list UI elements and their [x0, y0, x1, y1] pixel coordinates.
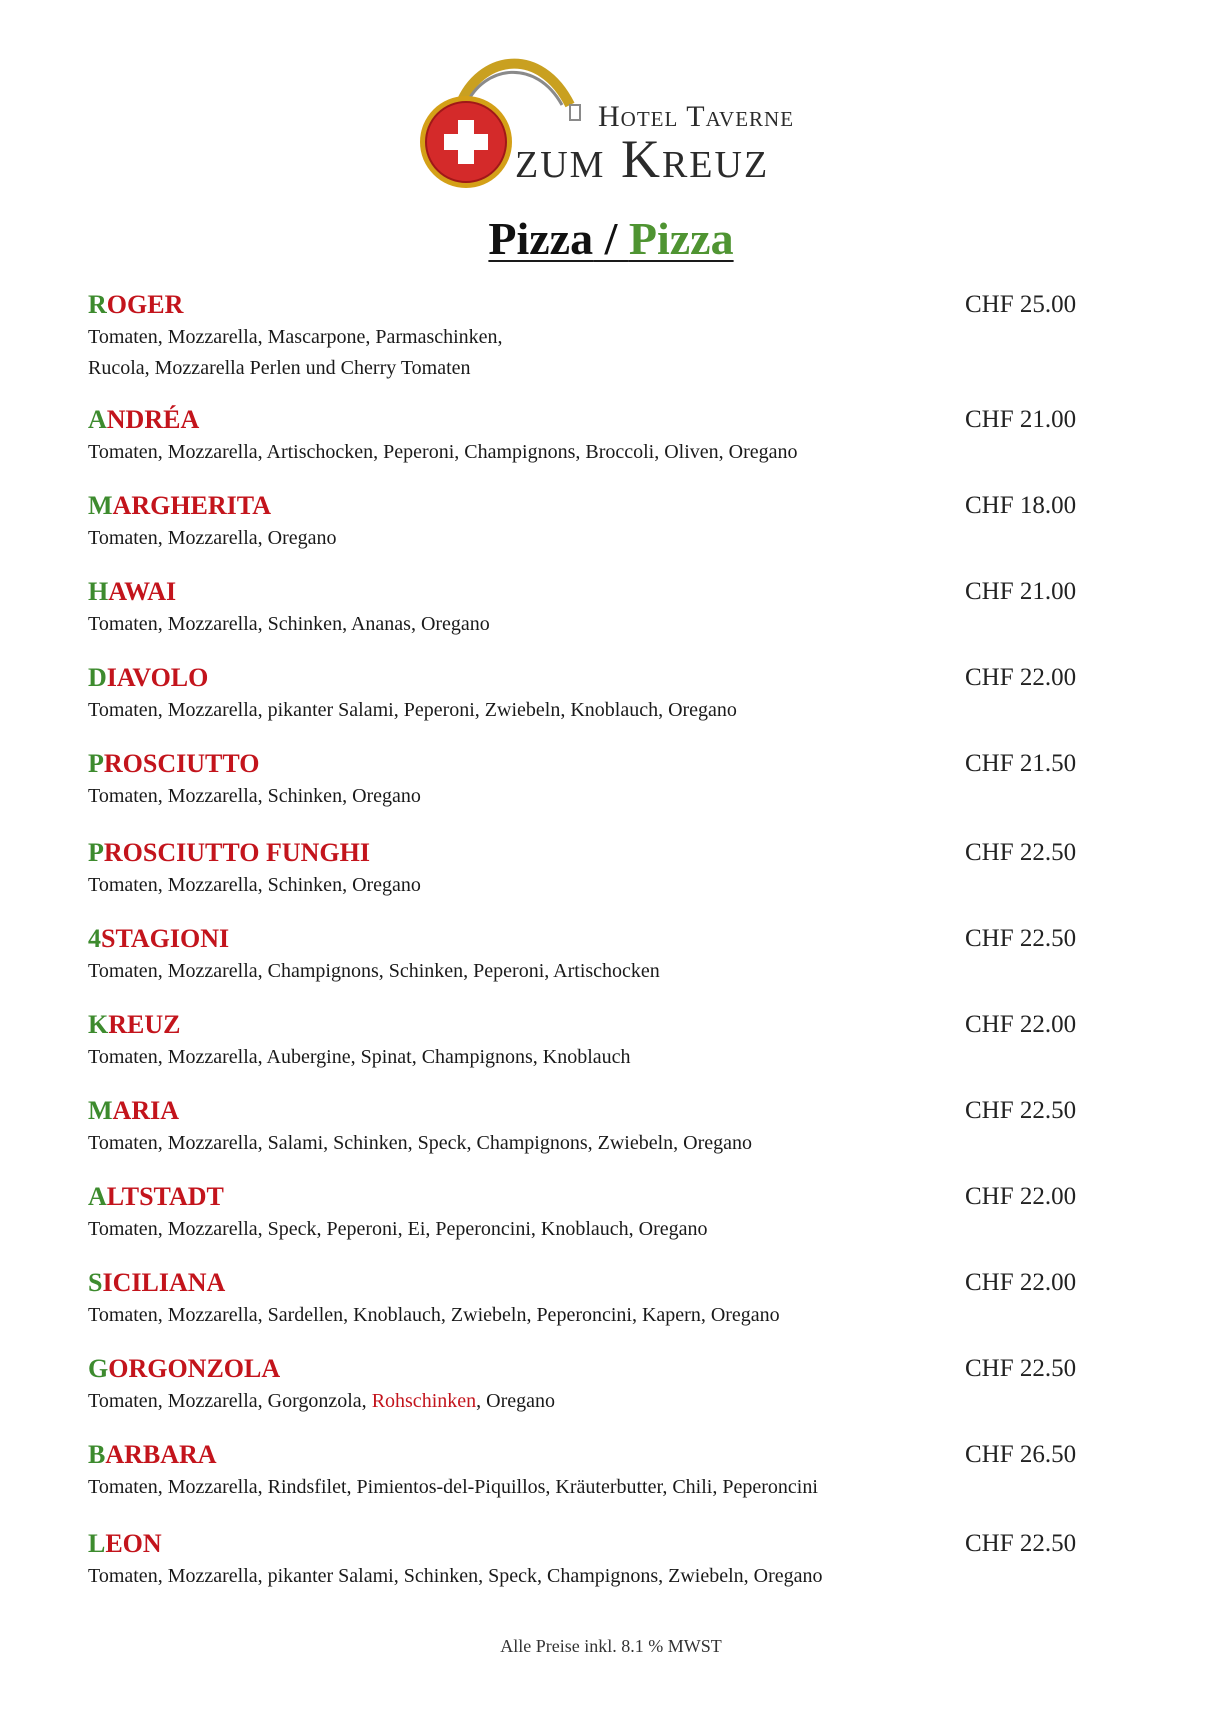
item-description-line: Tomaten, Mozzarella, Oregano — [88, 527, 337, 549]
item-description-line: Tomaten, Mozzarella, Sardellen, Knoblauch, Zwiebeln, Peperoncini, Kapern, Oregano — [88, 1304, 780, 1326]
item-description-line: Tomaten, Mozzarella, pikanter Salami, Peperoni, Zwiebeln, Knoblauch, Oregano — [88, 699, 737, 721]
item-description-line: Tomaten, Mozzarella, Schinken, Ananas, Oregano — [88, 613, 490, 635]
item-name-initial: L — [88, 1529, 106, 1558]
item-name-rest: IAVOLO — [106, 663, 209, 692]
item-name — [88, 836, 1088, 870]
item-name — [88, 747, 1088, 781]
item-price: CHF 22.50 — [965, 925, 1077, 952]
title-separator: / — [593, 213, 629, 264]
menu-item-prosciutto-funghi — [88, 836, 1088, 901]
menu-item-kreuz — [88, 1008, 1088, 1073]
item-description-line: Rucola, Mozzarella Perlen und Cherry Tomaten — [88, 357, 471, 379]
item-price: CHF 22.50 — [965, 1355, 1077, 1382]
item-description-highlight: Rohschinken — [371, 1390, 477, 1412]
item-description — [88, 1042, 1088, 1073]
item-name-initial: A — [88, 1182, 107, 1211]
item-price: CHF 18.00 — [965, 492, 1077, 519]
item-description — [88, 437, 1088, 468]
item-description-line: Tomaten, Mozzarella, Speck, Peperoni, Ei, Peperoncini, Knoblauch, Oregano — [88, 1218, 708, 1240]
item-name-initial: P — [88, 838, 104, 867]
item-name-rest: ICILIANA — [102, 1268, 226, 1297]
item-name — [88, 1266, 1088, 1300]
item-description-line: Tomaten, Mozzarella, Schinken, Oregano — [88, 785, 421, 807]
item-description — [88, 956, 1088, 987]
item-description — [88, 523, 1088, 554]
item-name-initial: P — [88, 749, 104, 778]
title-part1: Pizza — [488, 213, 594, 264]
item-description-line: Tomaten, Mozzarella, Mascarpone, Parmaschinken, — [88, 326, 503, 348]
item-name-rest: ROSCIUTTO — [103, 749, 260, 778]
item-description-text: , Oregano — [476, 1390, 555, 1412]
item-name-initial: M — [88, 1096, 113, 1125]
item-name — [88, 1438, 1088, 1472]
item-name-rest: EON — [105, 1529, 162, 1558]
item-name — [88, 403, 1088, 437]
item-description-line: Tomaten, Mozzarella, Schinken, Oregano — [88, 874, 421, 896]
item-name-initial: R — [88, 290, 107, 319]
item-name-initial: B — [88, 1440, 106, 1469]
item-price: CHF 25.00 — [965, 291, 1077, 318]
item-description — [88, 1128, 1088, 1159]
brand-line1: Hotel Taverne — [598, 100, 795, 133]
item-name-initial: 4 — [88, 924, 101, 953]
item-name-initial: G — [88, 1354, 109, 1383]
item-description-line: Tomaten, Mozzarella, pikanter Salami, Schinken, Speck, Champignons, Zwiebeln, Oregano — [88, 1565, 823, 1587]
item-name-rest: NDRÉA — [106, 405, 200, 434]
item-description — [88, 1386, 1088, 1417]
item-price: CHF 22.50 — [965, 1097, 1077, 1124]
item-price: CHF 22.00 — [965, 664, 1077, 691]
item-description — [88, 781, 1088, 812]
item-price: CHF 21.00 — [965, 578, 1077, 605]
item-description — [88, 695, 1088, 726]
item-name — [88, 1527, 1088, 1561]
item-name-rest: ORGONZOLA — [108, 1354, 281, 1383]
item-price: CHF 22.00 — [965, 1011, 1077, 1038]
item-name — [88, 575, 1088, 609]
item-name-initial: H — [88, 577, 109, 606]
menu-item-leon — [88, 1527, 1088, 1592]
menu-item-siciliana — [88, 1266, 1088, 1331]
item-name-initial: S — [88, 1268, 103, 1297]
item-name-rest: ARIA — [112, 1096, 179, 1125]
menu-item-barbara — [88, 1438, 1088, 1503]
item-description — [88, 1561, 1088, 1592]
item-name-initial: D — [88, 663, 107, 692]
menu-item-andrea — [88, 403, 1088, 468]
item-description-text: Tomaten, Mozzarella, Gorgonzola, — [88, 1390, 372, 1412]
menu-item-margherita — [88, 489, 1088, 554]
page-title — [0, 212, 1222, 265]
item-name — [88, 489, 1088, 523]
item-name-initial: M — [88, 491, 113, 520]
item-name-rest: LTSTADT — [106, 1182, 224, 1211]
item-description — [88, 870, 1088, 901]
item-name-initial: K — [88, 1010, 109, 1039]
item-description — [88, 1472, 1088, 1503]
item-name — [88, 1094, 1088, 1128]
menu-item-altstadt — [88, 1180, 1088, 1245]
menu-item-4stagioni — [88, 922, 1088, 987]
item-description-line: Tomaten, Mozzarella, Artischocken, Peperoni, Champignons, Broccoli, Oliven, Oregano — [88, 441, 798, 463]
item-description-line: Tomaten, Mozzarella, Aubergine, Spinat, Champignons, Knoblauch — [88, 1046, 631, 1068]
title-part2: Pizza — [628, 213, 734, 264]
item-name — [88, 1352, 1088, 1386]
item-price: CHF 21.00 — [965, 406, 1077, 433]
item-description-line: Tomaten, Mozzarella, Salami, Schinken, Speck, Champignons, Zwiebeln, Oregano — [88, 1132, 752, 1154]
item-name-rest: ARGHERITA — [112, 491, 271, 520]
menu-item-gorgonzola — [88, 1352, 1088, 1417]
item-name — [88, 661, 1088, 695]
item-price: CHF 21.50 — [965, 750, 1077, 777]
item-name-rest: ROSCIUTTO FUNGHI — [103, 838, 370, 867]
item-price: CHF 22.50 — [965, 839, 1077, 866]
item-name-rest: STAGIONI — [101, 924, 230, 953]
hotel-logo — [420, 50, 860, 195]
item-name — [88, 288, 1088, 322]
item-name — [88, 1008, 1088, 1042]
item-price: CHF 22.00 — [965, 1269, 1077, 1296]
menu-item-hawai — [88, 575, 1088, 640]
item-name-initial: A — [88, 405, 107, 434]
item-description — [88, 322, 1088, 384]
item-description — [88, 609, 1088, 640]
menu-item-maria — [88, 1094, 1088, 1159]
item-name-rest: ARBARA — [105, 1440, 217, 1469]
item-name-rest: OGER — [106, 290, 184, 319]
item-description-line: Tomaten, Mozzarella, Champignons, Schinken, Peperoni, Artischocken — [88, 960, 660, 982]
item-name — [88, 922, 1088, 956]
item-description-line: Tomaten, Mozzarella, Rindsfilet, Pimientos-del-Piquillos, Kräuterbutter, Chili, Peperoncini — [88, 1476, 818, 1498]
menu-item-roger — [88, 288, 1088, 384]
menu-item-prosciutto — [88, 747, 1088, 812]
brand-line2: zum Kreuz — [515, 129, 770, 189]
item-name — [88, 1180, 1088, 1214]
item-price: CHF 22.50 — [965, 1530, 1077, 1557]
item-name-rest: REUZ — [108, 1010, 181, 1039]
item-description — [88, 1300, 1088, 1331]
item-description — [88, 1214, 1088, 1245]
menu-item-diavolo — [88, 661, 1088, 726]
item-name-rest: AWAI — [108, 577, 177, 606]
vat-footnote: Alle Preise inkl. 8.1 % MWST — [500, 1636, 722, 1656]
item-price: CHF 26.50 — [965, 1441, 1077, 1468]
item-price: CHF 22.00 — [965, 1183, 1077, 1210]
